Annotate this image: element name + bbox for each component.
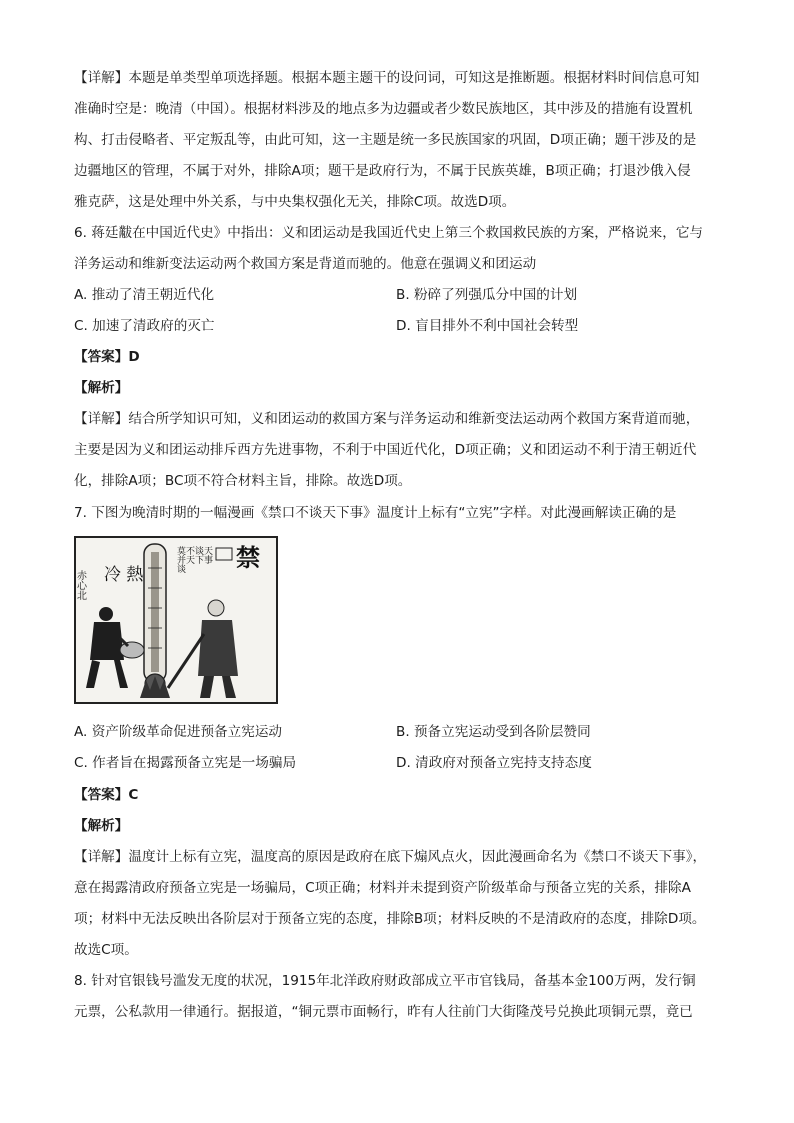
q7-option-d: D. 清政府对预备立宪持支持态度 <box>396 755 592 771</box>
cartoon-image <box>74 536 278 704</box>
q6-option-b: B. 粉碎了列强瓜分中国的计划 <box>396 287 578 303</box>
q5-detail-line-2: 准确时空是：晚清（中国）。根据材料涉及的地点多为边疆或者少数民族地区，其中涉及的措施有设置机 <box>74 101 693 117</box>
q7-option-b: B. 预备立宪运动受到各阶层赞同 <box>396 724 591 740</box>
cartoon-side-col-1: 莫并谈 <box>175 546 185 573</box>
q7-answer: 【答案】C <box>74 787 139 803</box>
q6-answer: 【答案】D <box>74 349 140 365</box>
q7-detail-line-4: 故选C项。 <box>74 942 138 958</box>
q6-analysis-heading: 【解析】 <box>74 380 129 396</box>
thermometer <box>144 544 166 694</box>
q7-stem: 7. 下图为晚清时期的一幅漫画《禁口不谈天下事》温度计上标有“立宪”字样。对此漫画解读正确的是 <box>74 505 677 521</box>
q8-stem-line-2: 元票，公私款用一律通行。据报道，“铜元票市面畅行，昨有人往前门大街隆茂号兑换此项铜元票，竟已 <box>74 1004 693 1020</box>
q7-detail-line-1: 【详解】温度计上标有立宪，温度高的原因是政府在底下煽风点火，因此漫画命名为《禁口不谈天下事》， <box>74 849 707 865</box>
q7-detail-line-2: 意在揭露清政府预备立宪是一场骗局，C项正确；材料并未提到资产阶级革命与预备立宪的关系，排除A <box>74 880 691 896</box>
q6-detail-line-3: 化，排除A项；BC项不符合材料主旨，排除。故选D项。 <box>74 473 412 489</box>
q6-stem-line-2: 洋务运动和维新变法运动两个救国方案是背道而驰的。他意在强调义和团运动 <box>74 256 537 272</box>
cartoon-side-col-4: 天事 <box>202 546 212 564</box>
cartoon-label-gauge: 赤心北 <box>74 570 86 600</box>
q7-option-c: C. 作者旨在揭露预备立宪是一场骗局 <box>74 755 297 771</box>
q5-detail-line-3: 构、打击侵略者、平定叛乱等，由此可知，这一主题是统一多民族国家的巩固，D项正确；题干涉及的是 <box>74 132 697 148</box>
cartoon-side-col-2: 不天 <box>184 546 194 564</box>
cartoon-label-ban: 禁 <box>236 543 260 572</box>
q7-option-a: A. 资产阶级革命促进预备立宪运动 <box>74 724 283 740</box>
q7-detail-line-3: 项；材料中无法反映出各阶层对于预备立宪的态度，排除B项；材料反映的不是清政府的态度，排除D项。 <box>74 911 706 927</box>
q5-detail-line-5: 雅克萨，这是处理中外关系，与中央集权强化无关，排除C项。故选D项。 <box>74 194 516 210</box>
q6-stem-line-1: 6. 蒋廷黻在中国近代史》中指出：义和团运动是我国近代史上第三个救国救民族的方案，严格说来，它与 <box>74 225 704 241</box>
q6-detail-line-2: 主要是因为义和团运动排斥西方先进事物，不利于中国近代化，D项正确；义和团运动不利于清王朝近代 <box>74 442 697 458</box>
q6-option-a: A. 推动了清王朝近代化 <box>74 287 215 303</box>
q6-detail-line-1: 【详解】结合所学知识可知，义和团运动的救国方案与洋务运动和维新变法运动两个救国方案背道而驰， <box>74 411 700 427</box>
q6-option-d: D. 盲目排外不利中国社会转型 <box>396 318 579 334</box>
q6-option-c: C. 加速了清政府的灭亡 <box>74 318 215 334</box>
cartoon-label-cold-hot: 冷 熱 <box>104 565 144 585</box>
q8-stem-line-1: 8. 针对官银钱号滥发无度的状况，1915年北洋政府财政部成立平市官钱局，备基本金100万两，发行铜 <box>74 973 696 989</box>
q5-detail-line-4: 边疆地区的管理，不属于对外，排除A项；题干是政府行为，不属于民族英雄，B项正确；打退沙俄入侵 <box>74 163 691 179</box>
q7-analysis-heading: 【解析】 <box>74 818 129 834</box>
q5-detail-line-1: 【详解】本题是单类型单项选择题。根据本题主题干的设问词，可知这是推断题。根据材料时间信息可知 <box>74 70 700 86</box>
cartoon-side-col-3: 谈下 <box>193 546 203 564</box>
